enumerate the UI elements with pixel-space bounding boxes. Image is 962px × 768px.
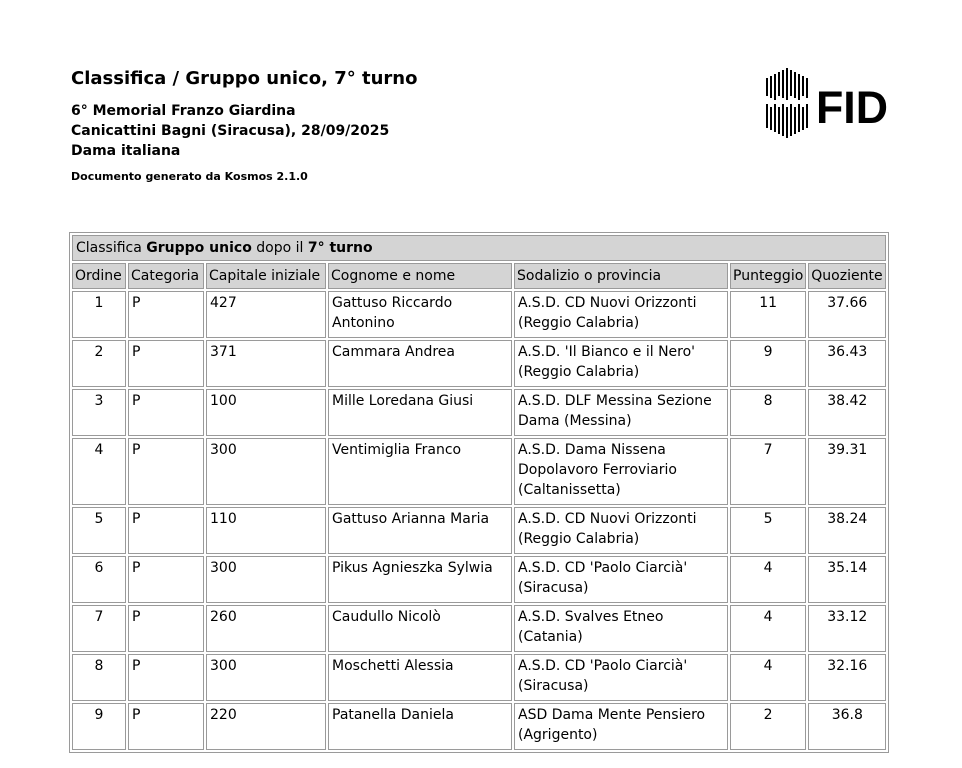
cell-ordine: 9	[72, 703, 126, 750]
fid-logo-stripe	[774, 74, 776, 100]
cell-categoria: P	[128, 654, 204, 701]
cell-punteggio: 5	[730, 507, 806, 554]
table-row	[72, 291, 886, 338]
fid-logo-stripe	[770, 76, 772, 98]
cell-punteggio: 7	[730, 438, 806, 505]
fid-logo-stripe	[806, 104, 808, 128]
fid-logo-stripe	[806, 78, 808, 98]
event-place-date: Canicattini Bagni (Siracusa), 28/09/2025	[71, 123, 390, 139]
cell-punteggio: 8	[730, 389, 806, 436]
fid-logo-stripe	[790, 70, 792, 96]
cell-nome: Mille Loredana Giusi	[328, 389, 512, 436]
fid-logo-stripe	[766, 104, 768, 128]
cell-sodalizio: A.S.D. CD Nuovi Orizzonti (Reggio Calabria)	[514, 291, 728, 338]
cell-nome: Patanella Daniela	[328, 703, 512, 750]
document-header	[71, 68, 417, 183]
fid-logo	[764, 66, 890, 142]
cell-quoziente: 35.14	[808, 556, 886, 603]
fid-logo-stripe	[786, 107, 788, 138]
table-row	[72, 507, 886, 554]
cell-capitale: 260	[206, 605, 326, 652]
cell-ordine: 7	[72, 605, 126, 652]
fid-logo-stripe	[786, 68, 788, 100]
cell-punteggio: 4	[730, 556, 806, 603]
cell-nome: Gattuso Arianna Maria	[328, 507, 512, 554]
cell-sodalizio: A.S.D. CD 'Paolo Ciarcià' (Siracusa)	[514, 556, 728, 603]
cell-categoria: P	[128, 605, 204, 652]
cell-capitale: 300	[206, 556, 326, 603]
standings-table-container	[69, 232, 889, 753]
table-row	[72, 703, 886, 750]
cell-categoria: P	[128, 703, 204, 750]
fid-logo-bars	[766, 68, 808, 138]
col-header-sodalizio: Sodalizio o provincia	[514, 263, 728, 289]
fid-logo-stripe	[798, 104, 800, 132]
cell-capitale: 100	[206, 389, 326, 436]
fid-logo-stripe	[778, 107, 780, 134]
cell-punteggio: 9	[730, 340, 806, 387]
fid-logo-stripe	[790, 104, 792, 136]
fid-logo-stripe	[770, 107, 772, 130]
col-header-categoria: Categoria	[128, 263, 204, 289]
table-row	[72, 654, 886, 701]
cell-nome: Moschetti Alessia	[328, 654, 512, 701]
cell-ordine: 3	[72, 389, 126, 436]
cell-categoria: P	[128, 291, 204, 338]
cell-capitale: 110	[206, 507, 326, 554]
cell-ordine: 5	[72, 507, 126, 554]
cell-sodalizio: A.S.D. Dama Nissena Dopolavoro Ferroviario (Caltanissetta)	[514, 438, 728, 505]
cell-nome: Ventimiglia Franco	[328, 438, 512, 505]
cell-quoziente: 38.42	[808, 389, 886, 436]
cell-nome: Pikus Agnieszka Sylwia	[328, 556, 512, 603]
cell-categoria: P	[128, 438, 204, 505]
cell-ordine: 4	[72, 438, 126, 505]
page-title: Classifica / Gruppo unico, 7° turno	[71, 68, 418, 89]
cell-ordine: 8	[72, 654, 126, 701]
table-row	[72, 605, 886, 652]
cell-nome: Cammara Andrea	[328, 340, 512, 387]
fid-logo-stripe	[782, 104, 784, 136]
cell-punteggio: 11	[730, 291, 806, 338]
cell-categoria: P	[128, 389, 204, 436]
cell-capitale: 371	[206, 340, 326, 387]
cell-capitale: 427	[206, 291, 326, 338]
fid-logo-text: FID	[816, 82, 888, 133]
standings-table	[69, 232, 889, 753]
table-row	[72, 556, 886, 603]
cell-capitale: 300	[206, 438, 326, 505]
cell-capitale: 300	[206, 654, 326, 701]
cell-quoziente: 38.24	[808, 507, 886, 554]
cell-punteggio: 2	[730, 703, 806, 750]
generator-note: Documento generato da Kosmos 2.1.0	[71, 170, 308, 183]
fid-logo-stripe	[794, 107, 796, 134]
cell-quoziente: 36.43	[808, 340, 886, 387]
cell-nome: Gattuso Riccardo Antonino	[328, 291, 512, 338]
table-row	[72, 389, 886, 436]
cell-sodalizio: A.S.D. CD Nuovi Orizzonti (Reggio Calabria)	[514, 507, 728, 554]
cell-punteggio: 4	[730, 654, 806, 701]
cell-quoziente: 33.12	[808, 605, 886, 652]
fid-logo-stripe	[778, 72, 780, 96]
fid-logo-stripe	[802, 107, 804, 130]
fid-logo-stripe	[798, 74, 800, 100]
fid-logo-stripe	[766, 78, 768, 96]
fid-logo-stripe	[774, 104, 776, 132]
cell-ordine: 6	[72, 556, 126, 603]
cell-quoziente: 32.16	[808, 654, 886, 701]
col-header-capitale: Capitale iniziale	[206, 263, 326, 289]
col-header-nome: Cognome e nome	[328, 263, 512, 289]
event-discipline: Dama italiana	[71, 143, 181, 159]
event-name: 6° Memorial Franzo Giardina	[71, 103, 296, 119]
col-header-punteggio: Punteggio	[730, 263, 806, 289]
cell-sodalizio: A.S.D. Svalves Etneo (Catania)	[514, 605, 728, 652]
cell-ordine: 1	[72, 291, 126, 338]
table-caption: Classifica Gruppo unico dopo il 7° turno	[72, 235, 886, 261]
cell-capitale: 220	[206, 703, 326, 750]
cell-sodalizio: A.S.D. 'Il Bianco e il Nero' (Reggio Calabria)	[514, 340, 728, 387]
fid-logo-stripe	[802, 76, 804, 96]
cell-punteggio: 4	[730, 605, 806, 652]
cell-sodalizio: ASD Dama Mente Pensiero (Agrigento)	[514, 703, 728, 750]
cell-categoria: P	[128, 556, 204, 603]
standings-body	[72, 291, 886, 750]
cell-ordine: 2	[72, 340, 126, 387]
cell-sodalizio: A.S.D. DLF Messina Sezione Dama (Messina)	[514, 389, 728, 436]
col-header-quoziente: Quoziente	[808, 263, 886, 289]
cell-categoria: P	[128, 340, 204, 387]
col-header-ordine: Ordine	[72, 263, 126, 289]
fid-logo-stripe	[782, 70, 784, 98]
cell-nome: Caudullo Nicolò	[328, 605, 512, 652]
table-row	[72, 340, 886, 387]
cell-quoziente: 36.8	[808, 703, 886, 750]
cell-quoziente: 39.31	[808, 438, 886, 505]
cell-sodalizio: A.S.D. CD 'Paolo Ciarcià' (Siracusa)	[514, 654, 728, 701]
table-row	[72, 438, 886, 505]
fid-logo-stripe	[794, 72, 796, 98]
cell-categoria: P	[128, 507, 204, 554]
cell-quoziente: 37.66	[808, 291, 886, 338]
